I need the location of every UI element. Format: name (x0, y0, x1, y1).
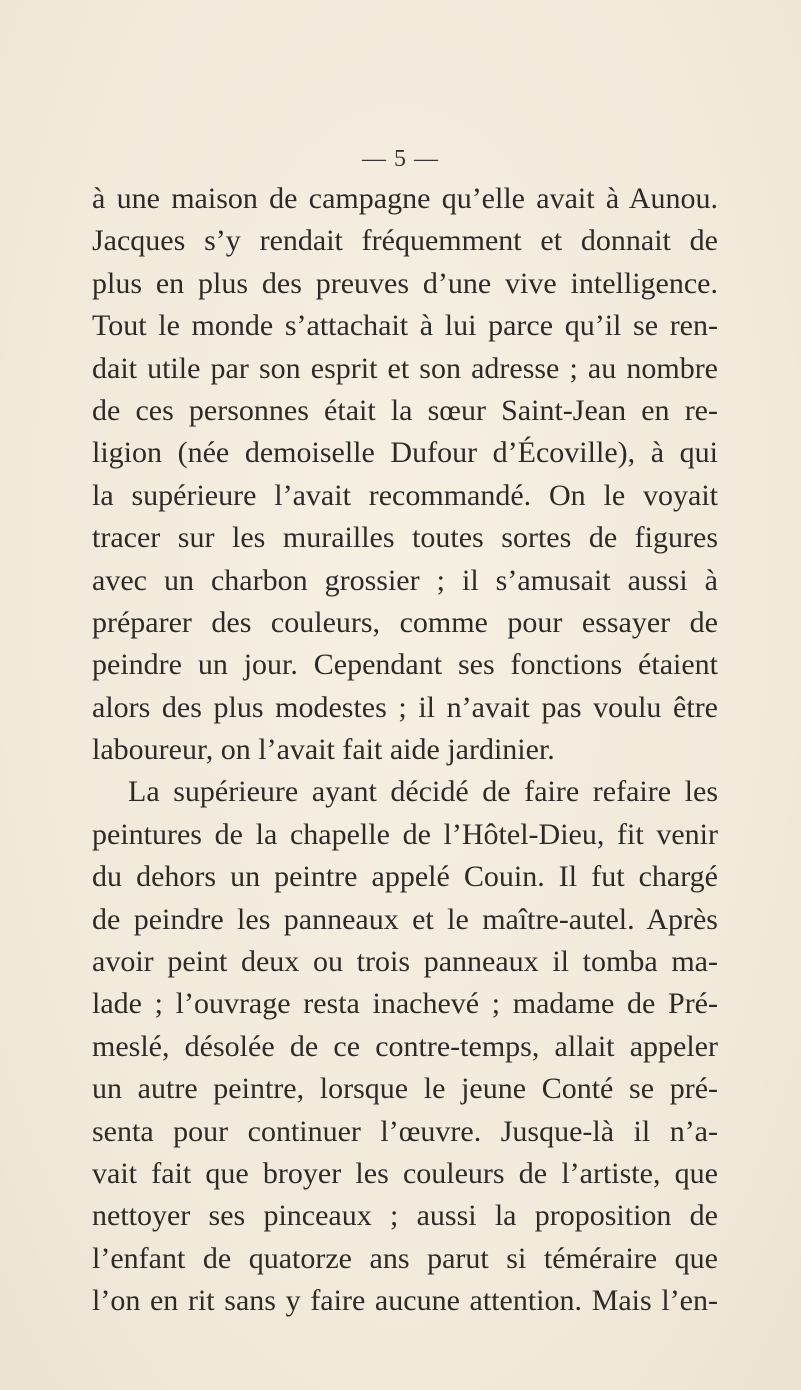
text-line: l’on en rit sans y faire aucune attention. Mais l’en- (92, 1284, 718, 1318)
text-line: tracer sur les murailles toutes sortes de figures (92, 521, 718, 555)
text-line: avoir peint deux ou trois panneaux il tomba ma- (92, 945, 718, 979)
text-line: un autre peintre, lorsque le jeune Conté se pré- (92, 1072, 718, 1106)
text-line: du dehors un peintre appelé Couin. Il fut chargé (92, 860, 718, 894)
text-line: à une maison de campagne qu’elle avait à Aunou. (92, 182, 718, 215)
text-line: plus en plus des preuves d’une vive intelligence. (92, 266, 718, 300)
text-line: de peindre les panneaux et le maître-autel. Après (92, 902, 718, 936)
text-line: l’enfant de quatorze ans parut si téméraire que (92, 1241, 718, 1275)
text-line: La supérieure ayant décidé de faire refaire les (128, 775, 718, 809)
text-line: Jacques s’y rendait fréquemment et donnait de (92, 224, 718, 258)
text-line: meslé, désolée de ce contre-temps, allait appeler (92, 1029, 718, 1063)
text-line: nettoyer ses pinceaux ; aussi la proposition de (92, 1199, 718, 1233)
text-line: ligion (née demoiselle Dufour d’Écoville), à qui (92, 436, 718, 470)
text-line: laboureur, on l’avait fait aide jardinier. (92, 733, 555, 767)
text-line: peindre un jour. Cependant ses fonctions étaient (92, 648, 718, 682)
text-line: dait utile par son esprit et son adresse ; au nombre (92, 351, 718, 385)
text-line: la supérieure l’avait recommandé. On le voyait (92, 478, 718, 512)
text-line: Tout le monde s’attachait à lui parce qu’il se ren- (92, 309, 718, 343)
page-number: — 5 — (362, 146, 439, 172)
text-line: alors des plus modestes ; il n’avait pas voulu être (92, 690, 718, 724)
text-line: lade ; l’ouvrage resta inachevé ; madame de Pré- (92, 987, 718, 1021)
text-line: de ces personnes était la sœur Saint-Jean en re- (92, 393, 718, 427)
text-line: vait fait que broyer les couleurs de l’artiste, que (92, 1156, 718, 1190)
text-line: senta pour continuer l’œuvre. Jusque-là il n’a- (92, 1114, 718, 1148)
body-text (92, 178, 718, 1323)
text-line: avec un charbon grossier ; il s’amusait aussi à (92, 563, 718, 597)
text-line: préparer des couleurs, comme pour essayer de (92, 605, 718, 639)
text-line: peintures de la chapelle de l’Hôtel-Dieu, fit venir (92, 817, 718, 851)
